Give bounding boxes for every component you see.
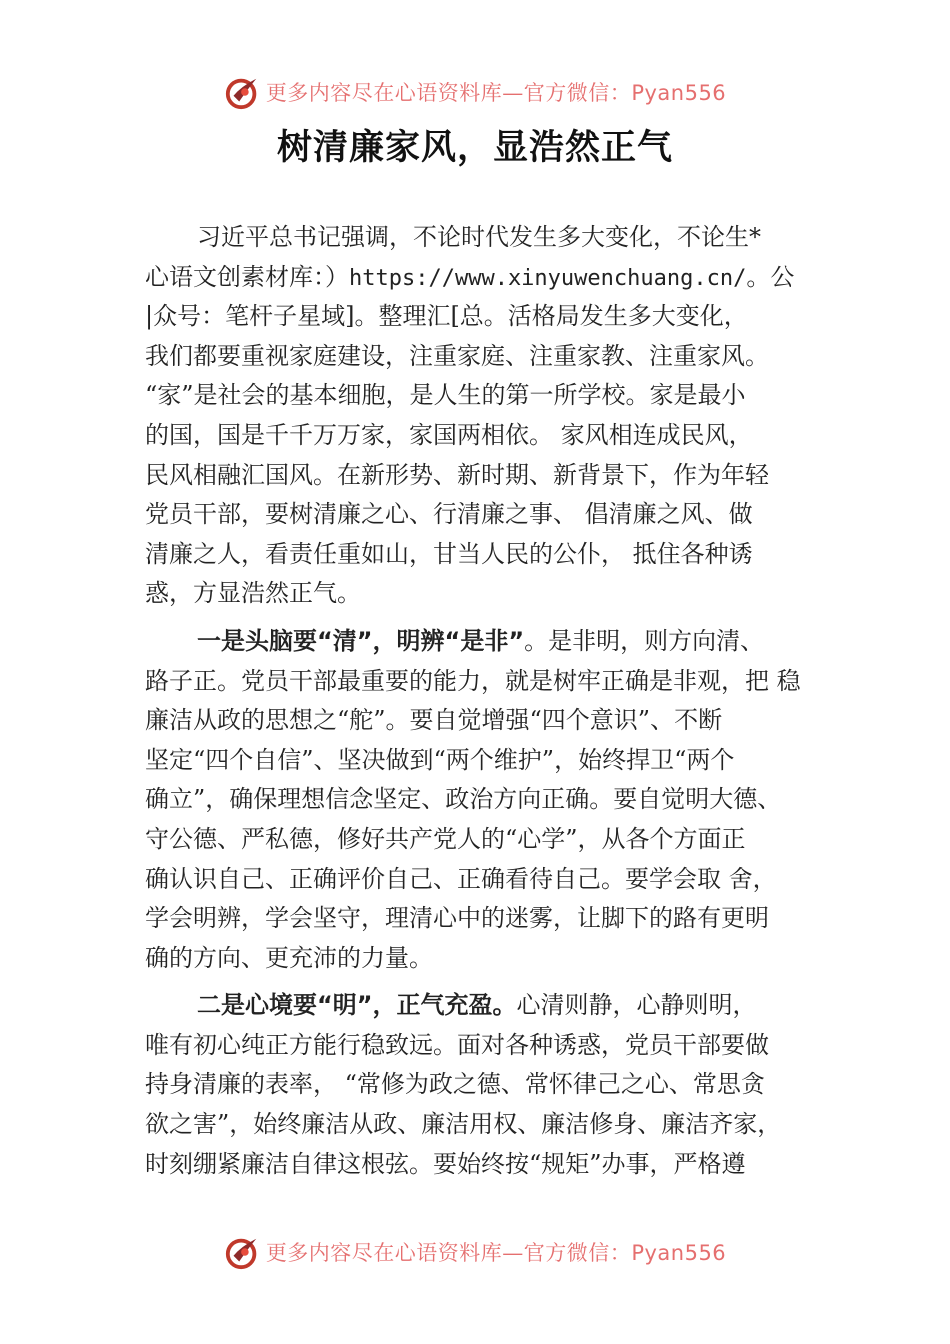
text-line: 习近平总书记强调，不论时代发生多大变化，不论生* [197, 223, 761, 251]
section-heading: 一是头脑要“清”，明辨“是非” [197, 626, 525, 655]
text-segment: 心语文创素材库：） [145, 262, 349, 291]
text-line: 的国，国是千千万万家，家国两相依。 家风相连成民风， [145, 420, 753, 449]
text-line [145, 622, 825, 662]
text-line: “家”是社会的基本细胞，是人生的第一所学校。家是最小 [145, 381, 746, 410]
paragraph-intro [145, 218, 825, 614]
text-line: 持身清廉的表率， “常修为政之德、常怀律己之心、常思贪 [145, 1070, 765, 1099]
banner-wechat-id: Pyan556 [631, 1241, 727, 1265]
banner-text: 更多内容尽在心语资料库—官方微信： [265, 1241, 632, 1265]
text-line: 确认识自己、正确评价自己、正确看待自己。要学会取 舍， [145, 864, 777, 893]
text-line: 惑，方显浩然正气。 [145, 579, 361, 608]
paragraph-section-one [145, 622, 825, 978]
text-line: 清廉之人，看责任重如山，甘当人民的公仆， 抵住各种诱 [145, 539, 753, 568]
text-line: 守公德、严私德，修好共产党人的“心学”，从各个方面正 [145, 824, 746, 853]
text-line [145, 258, 825, 298]
text-line: 学会明辨，学会坚守，理清心中的迷雾，让脚下的路有更明 [145, 904, 769, 933]
text-line: 我们都要重视家庭建设，注重家庭、注重家教、注重家风。 [145, 341, 769, 370]
text-line [145, 986, 825, 1026]
footer-watermark-banner [0, 1232, 950, 1272]
text-segment: 。公 [746, 262, 795, 291]
page-title: 树清廉家风，显浩然正气 [276, 127, 673, 168]
text-line: 坚定“四个自信”、坚决做到“两个维护”，始终捍卫“两个 [145, 745, 735, 774]
website-url: https://www.xinyuwenchuang.cn/ [349, 265, 747, 291]
brush-logo-icon [224, 1233, 262, 1271]
article-body [145, 218, 825, 1184]
text-line: 确的方向、更充沛的力量。 [145, 943, 433, 972]
banner-text: 更多内容尽在心语资料库—官方微信： [265, 81, 632, 105]
text-line: 确立”，确保理想信念坚定、政治方向正确。要自觉明大德、 [145, 785, 782, 814]
paragraph-section-two [145, 986, 825, 1184]
text-segment: 。是非明，则方向清、 [524, 626, 765, 655]
banner-wechat-id: Pyan556 [631, 81, 727, 105]
section-heading: 二是心境要“明”，正气充盈。 [197, 991, 517, 1020]
header-watermark-banner [0, 72, 950, 112]
text-line: 欲之害”，始终廉洁从政、廉洁用权、廉洁修身、廉洁齐家， [145, 1110, 782, 1139]
text-line: 唯有初心纯正方能行稳致远。面对各种诱惑，党员干部要做 [145, 1030, 769, 1059]
text-line: 党员干部，要树清廉之心、行清廉之事、 倡清廉之风、做 [145, 500, 753, 529]
text-line: 时刻绷紧廉洁自律这根弦。要始终按“规矩”办事，严格遵 [145, 1149, 746, 1178]
text-line: 民风相融汇国风。在新形势、新时期、新背景下，作为年轻 [145, 460, 769, 489]
brush-logo-icon [224, 73, 262, 111]
text-line: 廉洁从政的思想之“舵”。要自觉增强“四个意识”、不断 [145, 706, 723, 735]
text-segment: 心清则静，心静则明， [516, 991, 757, 1020]
text-line: 路子正。党员干部最重要的能力，就是树牢正确是非观，把 稳 [145, 666, 801, 695]
text-line: |众号：笔杆子星域]。整理汇[总。活格局发生多大变化， [145, 302, 748, 331]
